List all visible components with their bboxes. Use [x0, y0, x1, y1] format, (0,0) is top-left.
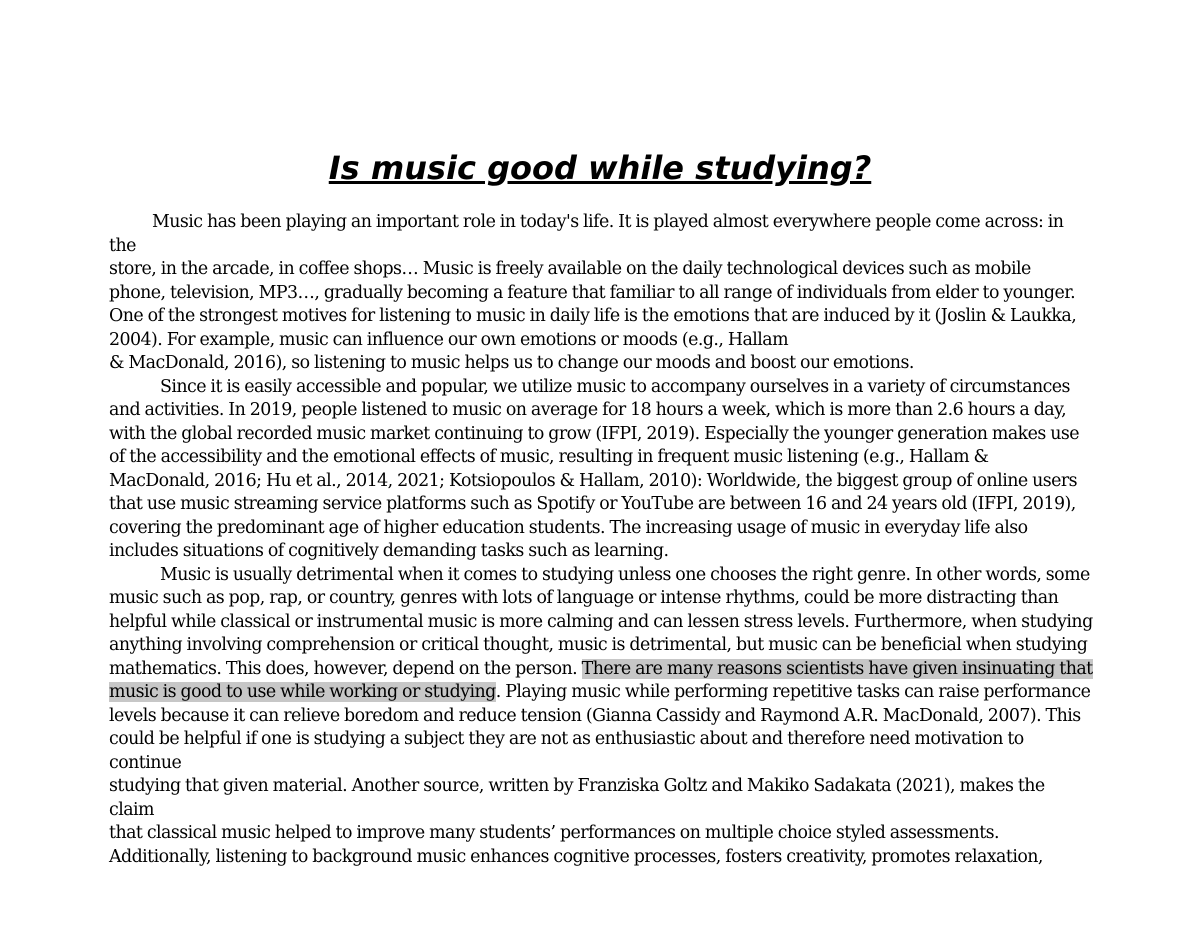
- document-body: [109, 211, 1094, 869]
- text-segment: mathematics. This does, however, depend on the person.: [109, 658, 582, 679]
- text-line: phone, television, MP3…, gradually becoming a feature that familiar to all range of individuals from elder to younger.: [109, 282, 1076, 303]
- document-title: Is music good while studying?: [328, 149, 872, 187]
- text-line: that classical music helped to improve many students’ performances on multiple choice styled assessments.: [109, 823, 999, 843]
- paragraph-3: [109, 564, 1094, 870]
- text-line-content: Music has been playing an important role in today's life. It is played almost everywhere people come across: in the: [109, 212, 1064, 256]
- text-segment: . Playing music while performing repetitive tasks can raise performance: [495, 682, 1091, 702]
- text-line: [109, 211, 1094, 258]
- highlighted-text: music is good to use while working or studying: [109, 682, 496, 702]
- text-line: and activities. In 2019, people listened to music on average for 18 hours a week, which is more than 2.6 hours a day,: [109, 400, 1067, 420]
- text-line: MacDonald, 2016; Hu et al., 2014, 2021; Kotsiopoulos & Hallam, 2010): Worldwide, the biggest group of online users: [109, 470, 1077, 491]
- text-line: store, in the arcade, in coffee shops… Music is freely available on the daily technological devices such as mobile: [109, 259, 1031, 279]
- text-line: [109, 376, 1094, 400]
- paragraph-1: [109, 211, 1094, 376]
- text-line: of the accessibility and the emotional effects of music, resulting in frequent music listening (e.g., Hallam &: [109, 447, 989, 467]
- text-line: includes situations of cognitively demanding tasks such as learning.: [109, 541, 669, 561]
- text-line: anything involving comprehension or critical thought, music is detrimental, but music can be beneficial when studying: [109, 635, 1088, 655]
- text-line: levels because it can relieve boredom and reduce tension (Gianna Cassidy and Raymond A.R. MacDonald, 2007). This: [109, 705, 1081, 726]
- text-line: helpful while classical or instrumental music is more calming and can lessen stress levels. Furthermore, when studying: [109, 611, 1093, 632]
- text-line: 2004). For example, music can influence our own emotions or moods (e.g., Hallam: [109, 329, 789, 350]
- paragraph-2: [109, 376, 1094, 564]
- text-line: could be helpful if one is studying a subject they are not as enthusiastic about and therefore need motivation to continue: [109, 729, 1024, 773]
- text-line: & MacDonald, 2016), so listening to music helps us to change our moods and boost our emotions.: [109, 353, 914, 373]
- text-line-content: Since it is easily accessible and popular, we utilize music to accompany ourselves in a variety of circumstances: [160, 376, 1070, 397]
- text-line: with the global recorded music market continuing to grow (IFPI, 2019). Especially the younger generation makes use: [109, 423, 1080, 444]
- text-line: [109, 658, 1094, 682]
- text-line: Additionally, listening to background music enhances cognitive processes, fosters creativity, promotes relaxation,: [109, 846, 1043, 867]
- text-line: that use music streaming service platforms such as Spotify or YouTube are between 16 and 24 years old (IFPI, 2019),: [109, 494, 1076, 514]
- text-line: One of the strongest motives for listening to music in daily life is the emotions that are induced by it (Joslin & Laukka,: [109, 306, 1077, 326]
- text-line: [109, 681, 1094, 705]
- text-line: [109, 564, 1094, 588]
- text-line-content: Music is usually detrimental when it comes to studying unless one chooses the right genre. In other words, some: [160, 564, 1090, 585]
- highlighted-text: There are many reasons scientists have given insinuating that: [581, 658, 1093, 679]
- text-line: music such as pop, rap, or country, genres with lots of language or intense rhythms, could be more distracting than: [109, 588, 1059, 608]
- text-line: studying that given material. Another source, written by Franziska Goltz and Makiko Sadakata (2021), makes the claim: [109, 776, 1045, 820]
- text-line: covering the predominant age of higher education students. The increasing usage of music in everyday life also: [109, 517, 1028, 538]
